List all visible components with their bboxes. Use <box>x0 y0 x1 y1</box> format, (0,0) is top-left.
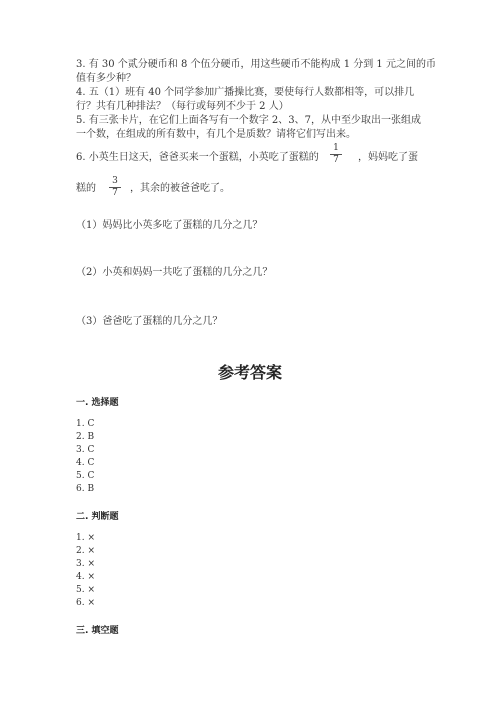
question-4-line-1: 4. 五（1）班有 40 个同学参加广播操比赛，要使每行人数都相等，可以排几 <box>76 87 415 98</box>
question-6-subquestion-1: （1）妈妈比小英多吃了蛋糕的几分之几？ <box>76 220 263 231</box>
section-title: 一. 选择题 <box>76 398 119 408</box>
fraction-three-sevenths <box>109 177 121 198</box>
question-6-line-2-head: 糕的 <box>76 183 96 194</box>
answer-item: 6. × <box>76 598 95 608</box>
answer-item: 5. C <box>76 471 95 481</box>
question-6-subquestion-3: （3）爸爸吃了蛋糕的几分之几？ <box>76 316 223 327</box>
answer-item: 3. × <box>76 559 95 569</box>
question-5-line-1: 5. 有三张卡片，在它们上面各写有一个数字 2、3、7，从中至少取出一张组成 <box>76 115 421 126</box>
answer-item: 5. × <box>76 585 95 595</box>
question-3-line-1: 3. 有 30 个贰分硬币和 8 个伍分硬币，用这些硬币不能构成 1 分到 1 元之间的币 <box>76 59 436 70</box>
section-title: 二. 判断题 <box>76 512 119 522</box>
fraction-denominator: 7 <box>112 188 118 198</box>
question-6-subquestion-2: （2）小英和妈妈一共吃了蛋糕的几分之几？ <box>76 267 273 278</box>
answer-item: 3. C <box>76 445 95 455</box>
fraction-numerator: 1 <box>333 143 339 153</box>
answers-title: 参考答案 <box>217 363 282 382</box>
question-5-line-2: 一个数，在组成的所有数中，有几个是质数？请将它们写出来。 <box>76 129 356 140</box>
question-3-line-2: 值有多少种？ <box>76 73 136 84</box>
answer-item: 1. × <box>76 533 95 543</box>
fraction-one-seventh <box>330 144 342 165</box>
fraction-numerator: 3 <box>112 176 118 186</box>
question-6-line-1: 6. 小英生日这天，爸爸买来一个蛋糕，小英吃了蛋糕的 <box>76 152 319 163</box>
answer-item: 4. C <box>76 458 95 468</box>
answer-item: 2. B <box>76 432 95 442</box>
answer-item: 4. × <box>76 572 95 582</box>
question-4-line-2: 行？共有几种排法？（每行或每列不少于 2 人） <box>76 101 289 112</box>
section-title: 三. 填空题 <box>76 626 119 636</box>
answer-item: 2. × <box>76 546 95 556</box>
answer-item: 6. B <box>76 484 95 494</box>
question-6-line-2-tail: ，其余的被爸爸吃了。 <box>130 183 230 194</box>
fraction-denominator: 7 <box>333 155 339 165</box>
question-6-line-1-tail: ，妈妈吃了蛋 <box>358 152 418 163</box>
answer-item: 1. C <box>76 419 95 429</box>
